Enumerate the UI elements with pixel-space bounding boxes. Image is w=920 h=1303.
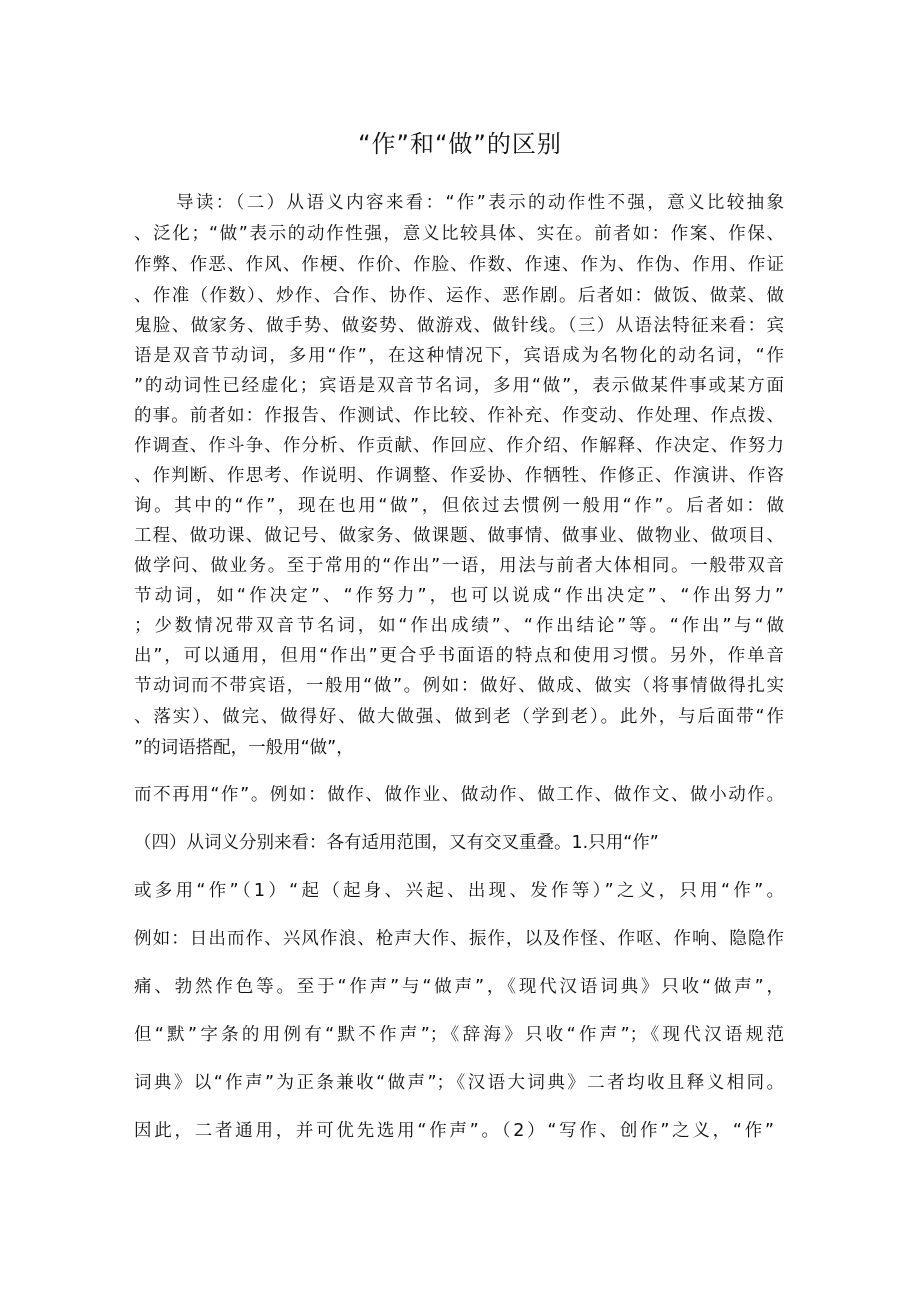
body-line: 词典》以“作声”为正条兼收“做声”；《汉语大词典》二者均收且释义相同。 [134, 1073, 784, 1093]
body-line: 、泛化；“做”表示的动作性强，意义比较具体、实在。前者如：作案、作保、 [134, 224, 784, 244]
body-line: 语是双音节动词，多用“作”，在这种情况下，宾语成为名物化的动名词，“作 [134, 346, 784, 366]
body-line: 工程、做功课、做记号、做家务、做课题、做事情、做事业、做物业、做项目、 [134, 526, 784, 546]
body-line: 例如：日出而作、兴风作浪、枪声大作、振作，以及作怪、作呕、作响、隐隐作 [134, 929, 784, 949]
body-line: 、作准（作数）、炒作、合作、协作、运作、恶作剧。后者如：做饭、做菜、做 [134, 286, 784, 306]
body-line: 作调查、作斗争、作分析、作贡献、作回应、作介绍、作解释、作决定、作努力 [134, 436, 784, 456]
body-line: 出”，可以通用，但用“作出”更合乎书面语的特点和使用习惯。另外，作单音 [134, 646, 784, 666]
body-line: 而不再用“作”。例如：做作、做作业、做动作、做工作、做作文、做小动作。 [134, 785, 784, 805]
body-line: 的事。前者如：作报告、作测试、作比较、作补充、作变动、作处理、作点拨、 [134, 406, 784, 426]
body-line: 节动词，如“作决定”、“作努力”，也可以说成“作出决定”、“作出努力” [134, 586, 784, 606]
body-line: 、落实）、做完、做得好、做大做强、做到老（学到老）。此外，与后面带“作 [134, 707, 784, 727]
body-line: ；少数情况带双音节名词，如“作出成绩”、“作出结论”等。“作出”与“做 [134, 616, 784, 636]
body-line: 作弊、作恶、作风、作梗、作价、作脸、作数、作速、作为、作伪、作用、作证 [134, 255, 784, 275]
body-line: ”的动词性已经虚化；宾语是双音节名词，多用“做”，表示做某件事或某方面 [134, 376, 784, 396]
body-line: 或多用“作”（1）“起（起身、兴起、出现、发作等）”之义，只用“作”。 [134, 881, 784, 901]
body-line: 因此，二者通用，并可优先选用“作声”。（2）“写作、创作”之义，“作” [134, 1121, 774, 1141]
body-line: ”的词语搭配，一般用“做”， [134, 738, 354, 758]
body-line: 痛、勃然作色等。至于“作声”与“做声”，《现代汉语词典》只收“做声”， [134, 977, 784, 997]
body-line: 导读：（二）从语义内容来看：“作”表示的动作性不强，意义比较抽象 [176, 193, 784, 213]
body-line: 节动词而不带宾语，一般用“做”。例如：做好、做成、做实（将事情做得扎实 [134, 676, 784, 696]
page-title: “作”和“做”的区别 [358, 130, 562, 158]
body-line: （四）从词义分别来看：各有适用范围，又有交叉重叠。1.只用“作” [134, 833, 659, 853]
body-line: 但“默”字条的用例有“默不作声”；《辞海》只收“作声”；《现代汉语规范 [134, 1025, 784, 1045]
body-line: 鬼脸、做家务、做手势、做姿势、做游戏、做针线。（三）从语法特征来看：宾 [134, 316, 784, 336]
body-line: 询。其中的“作”，现在也用“做”，但依过去惯例一般用“作”。后者如：做 [134, 496, 784, 516]
body-line: 、作判断、作思考、作说明、作调整、作妥协、作牺牲、作修正、作演讲、作咨 [134, 466, 784, 486]
body-line: 做学问、做业务。至于常用的“作出”一语，用法与前者大体相同。一般带双音 [134, 556, 784, 576]
